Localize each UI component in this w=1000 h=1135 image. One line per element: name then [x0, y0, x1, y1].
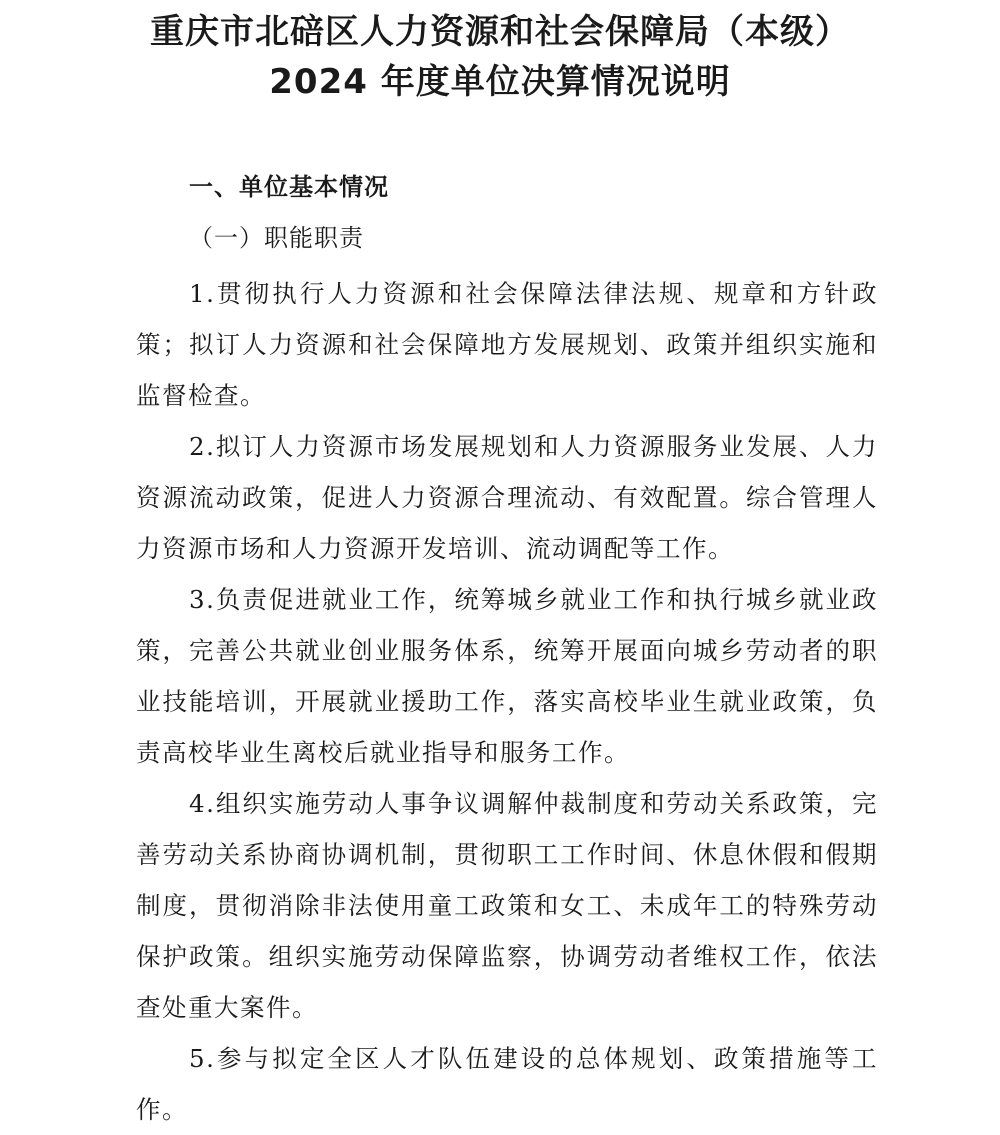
paragraph-2: 2.拟订人力资源市场发展规划和人力资源服务业发展、人力资源流动政策，促进人力资源合理流动、有效配置。综合管理人力资源市场和人力资源开发培训、流动调配等工作。	[136, 432, 878, 563]
paragraph-1: 1.贯彻执行人力资源和社会保障法律法规、规章和方针政策；拟订人力资源和社会保障地方发展规划、政策并组织实施和监督检查。	[136, 279, 878, 410]
subsection-heading: （一）职能职责	[189, 224, 364, 252]
paragraph-4: 4.组织实施劳动人事争议调解仲裁制度和劳动关系政策，完善劳动关系协商协调机制，贯彻职工工作时间、休息休假和假期制度，贯彻消除非法使用童工政策和女工、未成年工的特殊劳动保护政策。组织实施劳动保障监察，协调劳动者维权工作，依法查处重大案件。	[136, 789, 878, 1022]
document-title-line-2: 2024 年度单位决算情况说明	[269, 62, 731, 102]
paragraph-3: 3.负责促进就业工作，统筹城乡就业工作和执行城乡就业政策，完善公共就业创业服务体系，统筹开展面向城乡劳动者的职业技能培训，开展就业援助工作，落实高校毕业生就业政策，负责高校毕业生离校后就业指导和服务工作。	[136, 585, 878, 767]
document-title-line-1: 重庆市北碚区人力资源和社会保障局（本级）	[150, 12, 850, 52]
section-heading: 一、单位基本情况	[189, 173, 389, 201]
document-body	[136, 268, 878, 1135]
paragraph-5: 5.参与拟定全区人才队伍建设的总体规划、政策措施等工作。	[136, 1044, 878, 1124]
